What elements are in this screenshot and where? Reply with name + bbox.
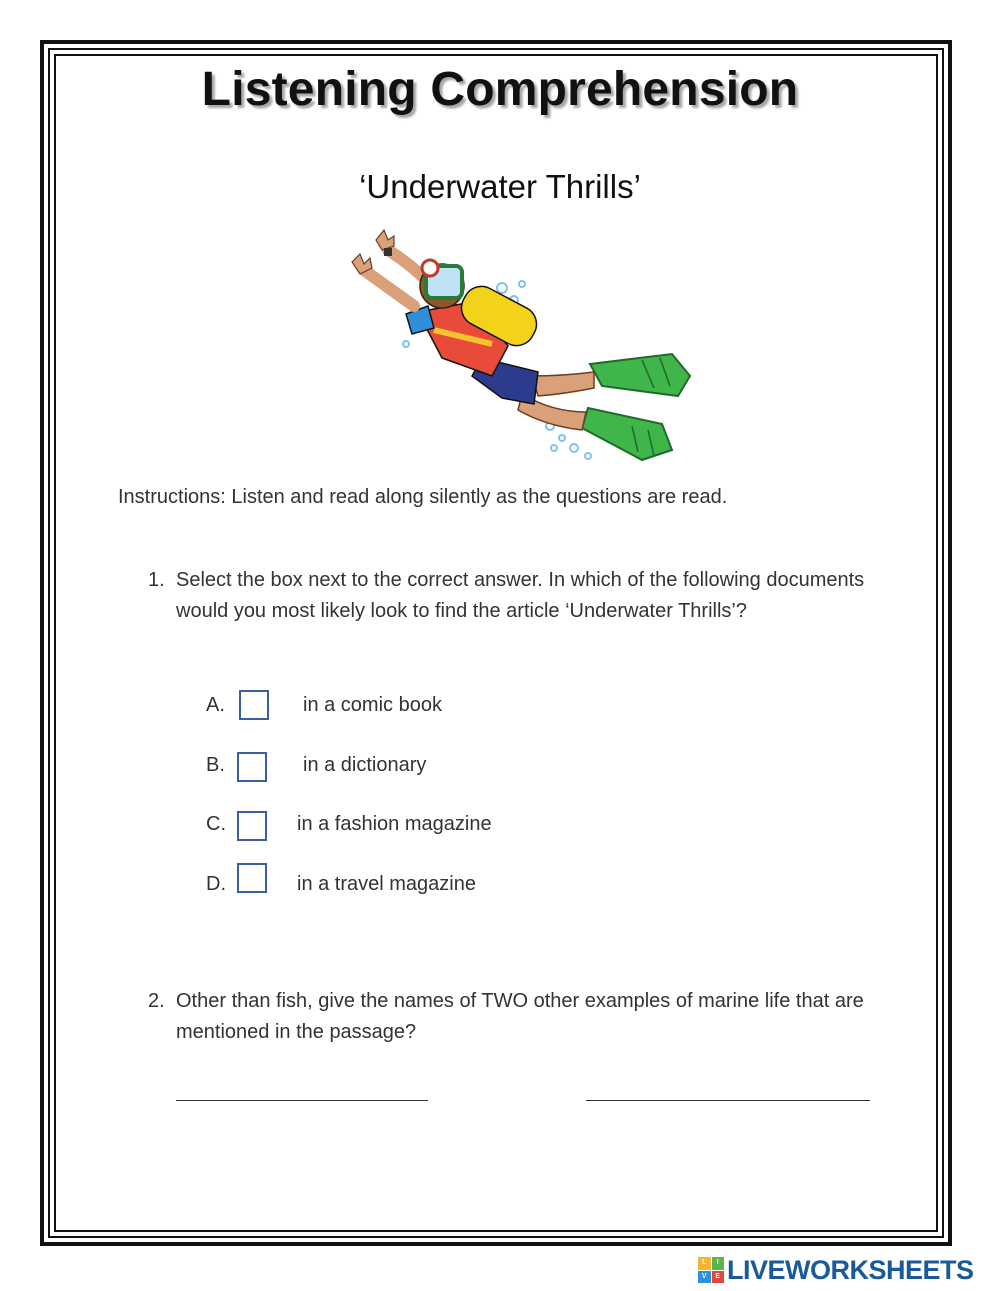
question-2-number: 2. xyxy=(148,990,165,1012)
option-c-letter: C. xyxy=(206,813,226,835)
instructions-text: Instructions: Listen and read along silently as the questions are read. xyxy=(118,486,728,508)
question-1-text: Select the box next to the correct answer. In which of the following documents would you most likely look to find the article ‘Underwater Thrills’? xyxy=(176,569,865,622)
option-a xyxy=(206,690,506,722)
option-a-label: in a comic book xyxy=(303,694,442,716)
question-2-text: Other than fish, give the names of TWO other examples of marine life that are mentioned in the passage? xyxy=(176,990,864,1043)
option-d xyxy=(206,863,526,895)
liveworksheets-logo xyxy=(698,1255,974,1285)
liveworksheets-logo-icon: L I V E xyxy=(698,1257,724,1283)
option-c-checkbox[interactable] xyxy=(237,811,267,841)
option-c xyxy=(206,809,536,841)
option-b-letter: B. xyxy=(206,754,225,776)
option-d-letter: D. xyxy=(206,873,226,895)
article-subtitle: ‘Underwater Thrills’ xyxy=(359,168,641,205)
page-title: Listening Comprehension xyxy=(201,63,799,116)
option-d-checkbox[interactable] xyxy=(237,863,267,893)
liveworksheets-logo-text: LIVEWORKSHEETS xyxy=(727,1254,974,1285)
option-c-label: in a fashion magazine xyxy=(297,813,492,835)
option-b xyxy=(206,750,506,782)
option-b-label: in a dictionary xyxy=(303,754,427,776)
option-a-checkbox[interactable] xyxy=(239,690,269,720)
scuba-diver-illustration xyxy=(342,226,698,472)
option-b-checkbox[interactable] xyxy=(237,752,267,782)
answer-line-1[interactable] xyxy=(176,1100,428,1101)
option-d-label: in a travel magazine xyxy=(297,873,476,895)
option-a-letter: A. xyxy=(206,694,225,716)
answer-line-2[interactable] xyxy=(586,1100,870,1101)
question-1-number: 1. xyxy=(148,569,165,591)
